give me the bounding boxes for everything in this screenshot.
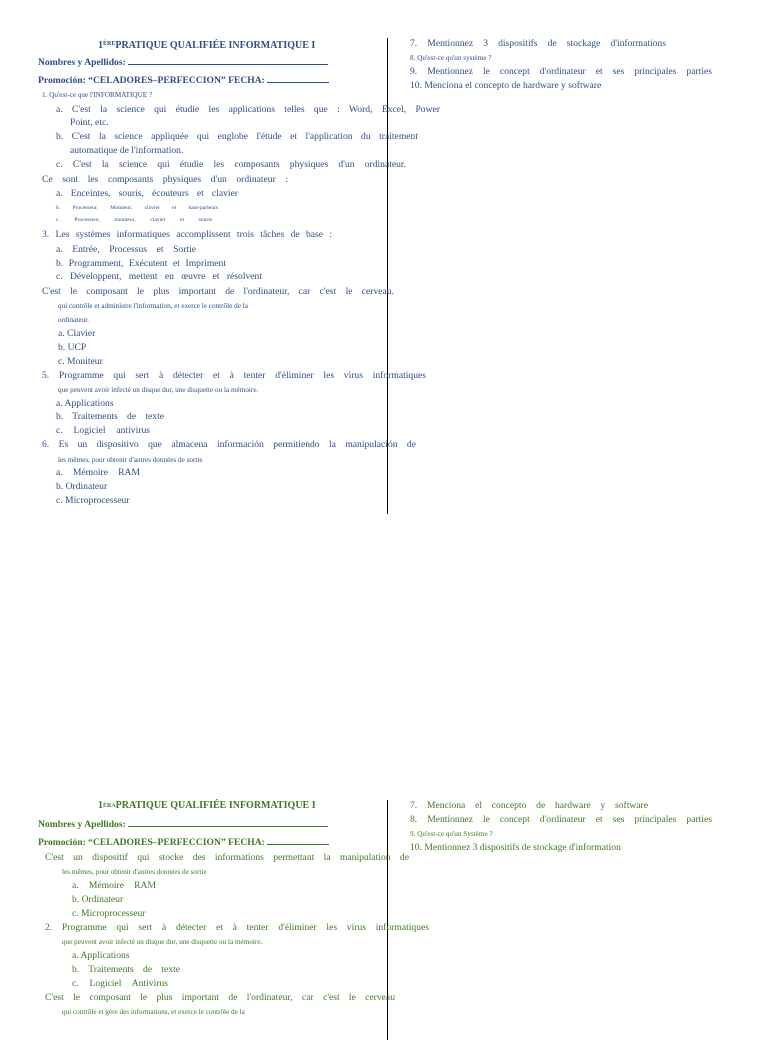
option-2c: c. Logiciel Antivirus xyxy=(72,978,168,989)
question-8: 8. Mentionnez le concept d'ordinateur et ses principales parties xyxy=(410,814,712,825)
option-1c: c. C'est la science qui étudie les composants physiques d'un ordinateur. xyxy=(56,159,406,170)
question-1: C'est un dispositif qui stocke des informations permettant la manipulation de xyxy=(45,852,409,863)
option-3a: a. Entrée, Processus et Sortie xyxy=(56,244,196,255)
option-4c: c. Moniteur xyxy=(58,356,103,367)
sheet-title: 1ÈREPRATIQUE QUALIFIÉE INFORMATIQUE I xyxy=(98,40,316,51)
question-6-cont: les mêmes, pour obtenir d'autres données de sortie xyxy=(58,456,203,464)
option-1a: a. Mémoire RAM xyxy=(72,880,156,891)
question-7: 7. Menciona el concepto de hardware y software xyxy=(410,800,648,811)
question-3-cont: qui contrôle et gère des informations, et exerce le contrôle de la xyxy=(62,1008,245,1016)
option-2c: c. Processeur, moniteur, clavier et souris xyxy=(56,217,212,223)
question-10: 10. Menciona el concepto de hardware y software xyxy=(410,80,602,91)
option-4a: a. Clavier xyxy=(58,328,96,339)
question-4-cont: qui contrôle et administre l'information, et exerce le contrôle de la xyxy=(58,302,248,310)
question-2-cont: que peuvent avoir infecté un disque dur, une disquette ou la mémoire. xyxy=(62,938,263,946)
option-6b: b. Ordinateur xyxy=(56,481,108,492)
option-1a: a. C'est la science qui étudie les applications telles que : Word, Excel, Power xyxy=(56,104,440,115)
name-field-label: Nombres y Apellidos: xyxy=(38,817,328,831)
option-1a-cont: Point, etc. xyxy=(70,117,109,128)
question-3: C'est le composant le plus important de l'ordinateur, car c'est le cerveau xyxy=(45,992,395,1003)
option-6a: a. Mémoire RAM xyxy=(56,467,140,478)
option-3b: b. Programment, Exécutent et Impriment xyxy=(56,258,226,269)
option-2a: a. Applications xyxy=(72,950,130,961)
question-4: C'est le composant le plus important de l'ordinateur, car c'est le cerveau. xyxy=(42,286,394,297)
option-2a: a. Enceintes, souris, écouteurs et clavier xyxy=(56,188,238,199)
option-4b: b. UCP xyxy=(58,342,87,353)
option-6c: c. Microprocesseur xyxy=(56,495,130,506)
question-2: Ce sont les composants physiques d'un ordinateur : xyxy=(42,174,288,185)
option-5c: c. Logiciel antivirus xyxy=(56,425,150,436)
question-8: 8. Qu'est-ce qu'un système ? xyxy=(410,54,492,62)
question-7: 7. Mentionnez 3 dispositifs de stockage d'informations xyxy=(410,38,666,49)
option-5a: a. Applications xyxy=(56,398,114,409)
option-3c: c. Développent, mettent en œuvre et résolvent xyxy=(56,271,262,282)
question-9: 9. Qu'est-ce qu'un Système ? xyxy=(410,830,493,838)
option-1c: c. Microprocesseur xyxy=(72,908,146,919)
question-10: 10. Mentionnez 3 dispositifs de stockage d'information xyxy=(410,842,621,853)
question-6: 6. Es un dispositivo que almacena información permitiendo la manipulación de xyxy=(42,439,416,450)
question-1-cont: les mêmes, pour obtenir d'autres données de sortie xyxy=(62,868,207,876)
question-1: 1. Qu'est-ce que l'INFORMATIQUE ? xyxy=(42,91,153,99)
promo-date-label: Promoción: “CELADORES–PERFECCION” FECHA: xyxy=(38,835,329,849)
name-field-label: Nombres y Apellidos: xyxy=(38,55,328,69)
question-5: 5. Programme qui sert à détecter et à tenter d'éliminer les virus informatiques xyxy=(42,370,426,381)
question-5-cont: que peuvent avoir infecté un disque dur, une disquette ou la mémoire. xyxy=(58,386,259,394)
option-5b: b. Traitements de texte xyxy=(56,411,164,422)
option-2b: b. Traitements de texte xyxy=(72,964,180,975)
question-9: 9. Mentionnez le concept d'ordinateur et ses principales parties xyxy=(410,66,712,77)
question-3: 3. Les systèmes informatiques accomplissent trois tâches de base : xyxy=(42,229,332,240)
sheet-title: $1^{ÈRA}PRATIQUE$ QUALIFIÉE INFORMATIQUE I xyxy=(98,800,316,811)
option-1b: b. C'est la science appliquée qui englobe l'étude et l'application du traitement xyxy=(56,131,418,142)
option-2b: b. Processeur, Moniteur, clavier et haut-parleurs xyxy=(56,205,218,211)
option-1b-cont: automatique de l'information. xyxy=(70,145,184,156)
promo-date-label: Promoción: “CELADORES–PERFECCION” FECHA: xyxy=(38,73,329,87)
question-4-cont2: ordinateur. xyxy=(58,316,89,324)
question-2: 2. Programme qui sert à détecter et à tenter d'éliminer les virus informatiques xyxy=(45,922,429,933)
column-divider xyxy=(387,800,388,1040)
option-1b: b. Ordinateur xyxy=(72,894,124,905)
